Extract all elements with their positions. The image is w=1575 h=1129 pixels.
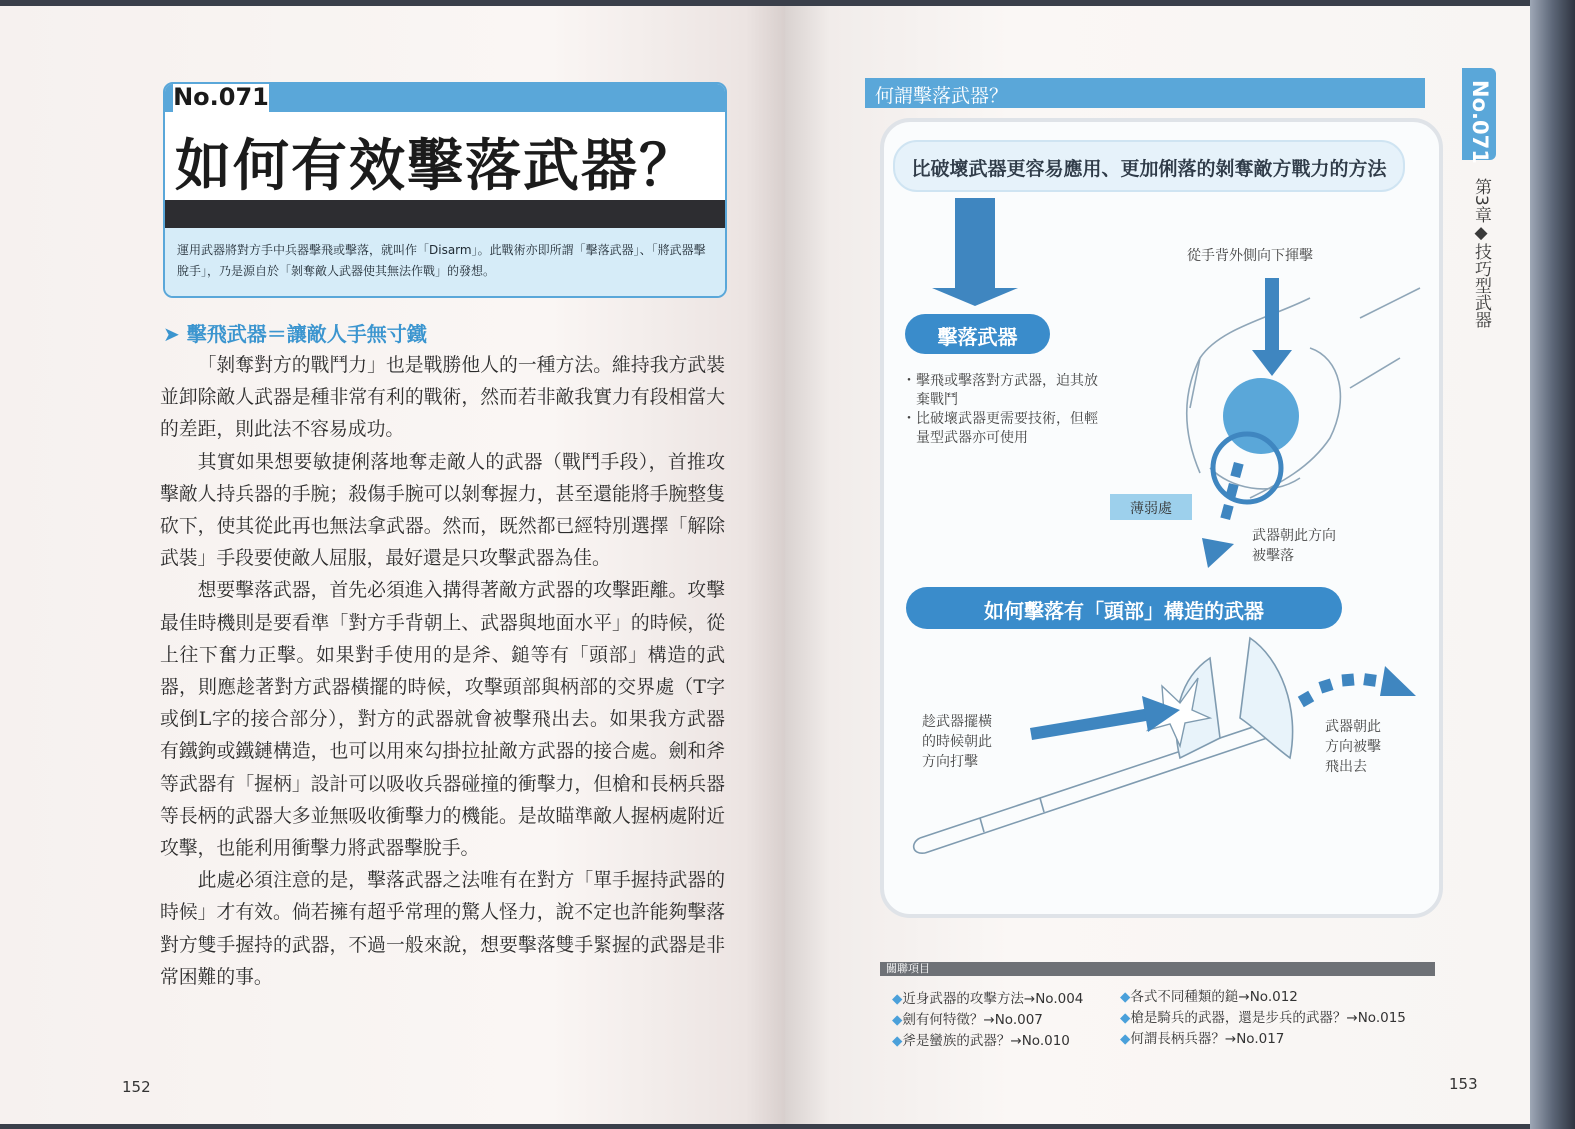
related-item[interactable]: ◆劍有何特徵？→No.007 [892,1012,1043,1028]
fly-arrow-icon [1298,666,1416,707]
left-label-line-1: 趁武器擺橫 [922,714,992,730]
drop-label-line-1: 武器朝此方向 [1252,528,1336,544]
bullet-list [902,372,1102,448]
paragraph-4: 此處必須注意的是，擊落武器之法唯有在對方「單手握持武器的時候」才有效。倘若擁有超乎常理的驚人怪力，說不定也許能夠擊落對方雙手握持的武器，不過一般來說，想要擊落雙手緊握的武器是非常困難的事。 [160,870,725,988]
weak-point-box [1110,494,1192,520]
right-label-line-2: 方向被擊 [1325,739,1381,755]
hand-sketch [1187,288,1420,498]
diagram-top-banner [893,140,1405,192]
head-weapon-banner-text: 如何擊落有「頭部」構造的武器 [984,599,1264,623]
related-list-right [1120,987,1406,1050]
section-title: 何謂擊落武器？ [875,85,1009,107]
section-header [865,78,1425,108]
page-title: 如何有效擊落武器？ [175,134,697,199]
weak-point-label: 薄弱處 [1130,501,1172,517]
related-item[interactable]: ◆各式不同種類的鎚→No.012 [1120,989,1298,1005]
intro-text: 運用武器將對方手中兵器擊飛或擊落，就叫作「Disarm」。此戰術亦即所謂「擊落武器」、「將武器擊脫手」，乃是源自於「剝奪敵人武器使其無法作戰」的發想。 [177,243,706,278]
paragraph-1: 「剝奪對方的戰鬥力」也是戰勝他人的一種方法。維持我方武裝並卸除敵人武器是種非常有利的戰術，然而若非敵我實力有段相當大的差距，則此法不容易成功。 [160,355,725,441]
paragraph-3: 想要擊落武器，首先必須進入搆得著敵方武器的攻擊距離。攻擊最佳時機則是要看準「對方手背朝上、武器與地面水平」的時候，從上往下奮力正擊。如果對手使用的是斧、鎚等有「頭部」構造的武器，則應趁著對方武器橫擺的時候，攻擊頭部與柄部的交界處（T字或倒L字的接合部分），對方的武器就會被擊飛出去。如果我方武器有鐵鉤或鐵鏈構造，也可以用來勾掛拉扯敵方武器的接合處。劍和斧等武器有「握柄」設計可以吸收兵器碰撞的衝擊力，但槍和長柄兵器等長柄的武器大多並無吸收衝擊力的機能。是故瞄準敵人握柄處附近攻擊，也能利用衝擊力將武器擊脫手。 [160,580,725,860]
knock-label: 擊落武器 [937,325,1018,349]
drop-label-line-2: 被擊落 [1252,548,1294,564]
knock-label-pill [905,314,1050,354]
related-item[interactable]: ◆近身武器的攻擊方法→No.004 [892,991,1084,1007]
related-item[interactable]: ◆何謂長柄兵器？→No.017 [1120,1031,1285,1047]
right-label-line-3: 飛出去 [1325,759,1367,775]
intro-box [165,228,725,296]
bullet-item-2: ・比破壞武器更需要技術，但輕量型武器亦可使用 [902,411,1098,446]
related-header: 關聯項目 [886,962,930,975]
left-label-line-2: 的時候朝此 [922,734,992,750]
page-number-left: 152 [122,1078,151,1096]
left-label-line-3: 方向打擊 [922,754,978,770]
tab-number: No.071 [1468,80,1492,164]
bullet-item-1: ・擊飛或擊落對方武器，迫其放棄戰鬥 [902,373,1098,408]
page-number-right: 153 [1449,1075,1478,1093]
related-header-bar [880,962,1435,976]
related-item[interactable]: ◆斧是蠻族的武器？→No.010 [892,1033,1070,1049]
hit-arrow-icon [1030,696,1180,740]
body-text [160,350,725,994]
strike-arrow-icon [1252,278,1292,376]
title-header [163,82,727,298]
number-badge: No.071 [173,83,269,111]
book-edge [1530,0,1575,1129]
subheading: ➤ 擊飛武器＝讓敵人手無寸鐵 [163,322,427,346]
weapon-circle [1223,378,1299,454]
top-banner-text: 比破壞武器更容易應用、更加俐落的剝奪敵方戰力的方法 [911,158,1387,180]
right-label-line-1: 武器朝此 [1325,719,1381,735]
head-weapon-banner [906,587,1342,629]
strike-label: 從手背外側向下揮擊 [1187,248,1313,264]
related-list-left [892,989,1083,1052]
header-dark-bar [165,200,725,228]
related-item[interactable]: ◆槍是騎兵的武器，還是步兵的武器？→No.015 [1120,1010,1406,1026]
down-arrow-icon [932,198,1018,306]
paragraph-2: 其實如果想要敏捷俐落地奪走敵人的武器（戰鬥手段），首推攻擊敵人持兵器的手腕；殺傷手腕可以剝奪握力，甚至還能將手腕整隻砍下，使其從此再也無法拿武器。然而，既然都已經特別選擇「解除武裝」手段要使敵人屈服，最好還是只攻擊武器為佳。 [160,451,725,570]
chapter-label: 第3章◆技巧型武器 [1471,178,1491,328]
